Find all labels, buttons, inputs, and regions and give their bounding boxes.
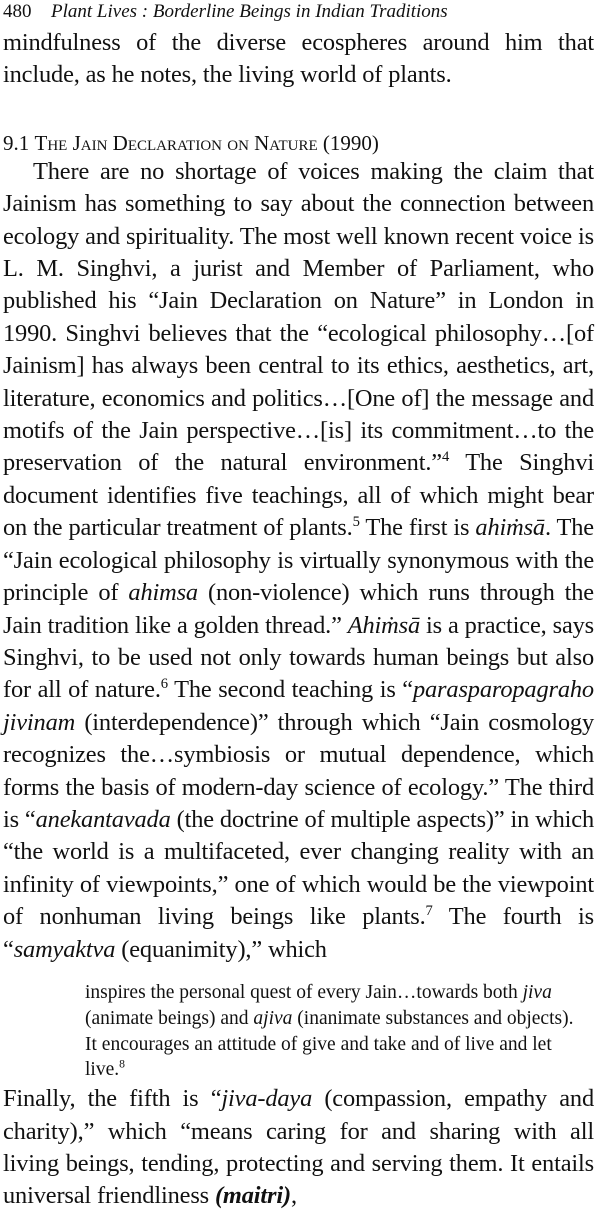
term-samyaktva: samyaktva <box>13 935 116 963</box>
footnote-ref-5: 5 <box>352 514 360 531</box>
quote-run: (inanimate substances and objects). It encourages an attitude of give and take and of live and let live. <box>85 1007 574 1081</box>
running-title: Plant Lives : Borderline Beings in Indian Traditions <box>51 1 448 22</box>
section-number: 9.1 <box>3 130 30 155</box>
page-number: 480 <box>3 1 32 22</box>
text-run: (the doctrine of multiple aspects)” in which “the world is a multifaceted, ever changing reality with an infinity of viewpoints,” one of which would be the viewpoint of nonhuman living beings like plants. <box>3 805 595 931</box>
text-run: There are no shortage of voices making the claim that Jainism has something to say about the connection between ecology and spirituality. The most well known recent voice is L. M. Singhvi, a jurist and Member of Parliament, who published his “Jain Declaration on Nature” in London in 1990. Singhvi believes that the “ecological philosophy…[of Jainism] has always been central to its ethics, aesthetics, art, literature, economics and politics…[One of] the message and motifs of the Jain perspective…[is] its commitment…to the preservation of the natural environment.” <box>3 157 594 477</box>
section-heading <box>3 130 594 156</box>
term-ajiva: ajiva <box>253 1007 293 1029</box>
quote-run: (animate beings) and <box>85 1007 254 1029</box>
footnote-ref-4: 4 <box>441 449 450 466</box>
text-run: is a practice, says Singhvi, to be used not only towards human beings but also for all of nature. <box>3 611 595 704</box>
text-run: , <box>291 1182 297 1210</box>
section-title: The Jain Declaration on Nature <box>34 130 318 155</box>
text-run: Finally, the fifth is “ <box>3 1085 222 1113</box>
text-run: . The “Jain ecological philosophy is virtually synonymous with the principle of <box>3 514 594 607</box>
footnote-ref-6: 6 <box>160 676 168 693</box>
main-paragraph <box>3 156 594 966</box>
text-run: (interdependence)” through which “Jain cosmology recognizes the…symbiosis or mutual dependence, which forms the basis of modern-day science of ecology.” The third is “ <box>3 708 594 833</box>
term-ahimsa: ahiṁsā <box>475 514 545 542</box>
text-run: (non-violence) which runs through the Jain tradition like a golden thread.” <box>3 579 594 639</box>
footnote-ref-8: 8 <box>119 1057 125 1071</box>
final-paragraph <box>3 1083 594 1213</box>
text-run: The fourth is “ <box>3 903 594 963</box>
section-year: (1990) <box>322 130 379 155</box>
term-maitri: (maitri) <box>214 1182 291 1210</box>
text-run: (compassion, empathy and charity),” which “means caring for and sharing with all living beings, tending, protecting and serving them. It entails universal friendliness <box>3 1085 594 1210</box>
footnote-ref-7: 7 <box>425 903 433 920</box>
text-run: The second teaching is “ <box>167 676 413 704</box>
term-ahimsa: Ahiṁsā <box>347 611 421 639</box>
term-jiva: jiva <box>522 981 552 1003</box>
intro-paragraph: mindfulness of the diverse ecospheres around him that include, as he notes, the living world of plants. <box>3 29 594 89</box>
running-header <box>3 0 594 27</box>
text-run: (equanimity),” which <box>115 935 327 963</box>
text-run: The Singhvi document identifies five teachings, all of which might bear on the particular treatment of plants. <box>3 449 594 542</box>
text-run: The first is <box>359 514 476 542</box>
term-jiva-daya: jiva-daya <box>221 1085 313 1113</box>
term-parasparopagraho: parasparopagraho jivinam <box>3 676 594 736</box>
term-ahimsa: ahimsa <box>128 579 198 607</box>
term-anekantavada: anekantavada <box>35 805 171 833</box>
quote-run: inspires the personal quest of every Jain…towards both <box>85 981 523 1003</box>
block-quote <box>85 980 586 1083</box>
